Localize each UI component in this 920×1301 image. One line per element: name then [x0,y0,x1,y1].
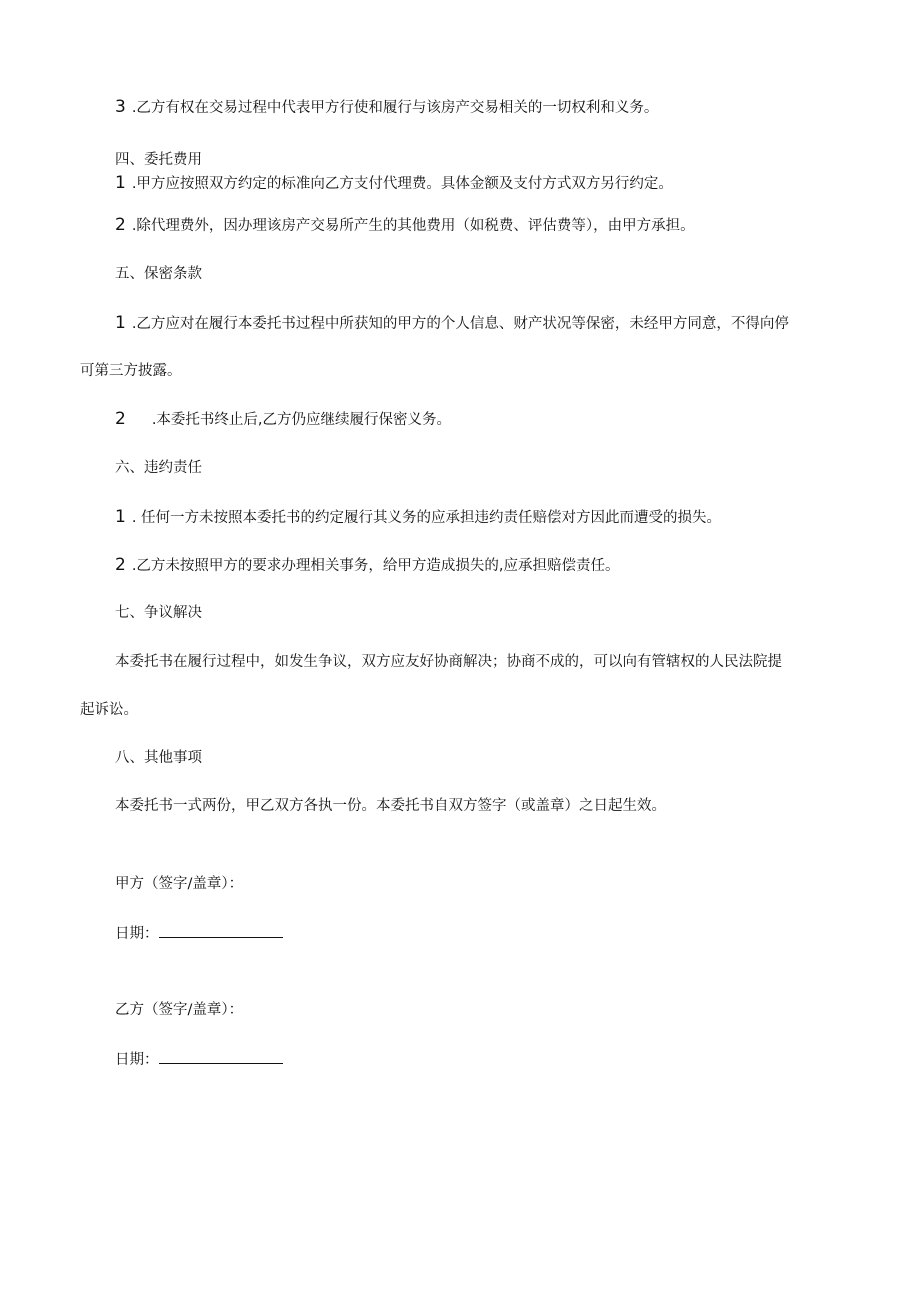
section-4-item-1 [115,173,673,194]
clause-text: .除代理费外，因办理该房产交易所产生的其他费用（如税费、评估费等），由甲方承担。 [131,218,695,234]
clause-text: .乙方有权在交易过程中代表甲方行使和履行与该房产交易相关的一切权利和义务。 [131,100,659,116]
party-b-signature-label: 乙方（签字/盖章）： [115,1002,244,1018]
clause-text: .乙方应对在履行本委托书过程中所获知的甲方的个人信息、财产状况等保密，未经甲方同意，不得向停 [131,316,789,332]
clause-number: 1 [115,173,126,193]
section-5-item-1 [115,313,789,334]
clause-number: 1 [115,313,126,333]
clause-number: 2 [115,555,126,575]
party-b-date-row [115,1049,283,1070]
section-7-heading: 七、争议解决 [115,605,202,621]
clause-number: 1 [115,507,126,527]
section-6-heading: 六、违约责任 [115,460,202,476]
clause-text: .乙方未按照甲方的要求办理相关事务，给甲方造成损失的,应承担赔偿责任。 [131,558,620,574]
section-8-heading: 八、其他事项 [115,750,202,766]
clause-text: .本委托书终止后,乙方仍应继续履行保密义务。 [151,412,452,428]
date-label: 日期： [115,926,159,942]
clause-number: 2 [115,409,126,429]
clause-text: . 任何一方未按照本委托书的约定履行其义务的应承担违约责任赔偿对方因此而遭受的损失。 [131,510,722,526]
section-4-heading: 四、委托费用 [115,152,202,168]
section-6-item-1 [115,507,721,528]
clause-3-rights [115,97,658,118]
section-4-item-2 [115,215,695,236]
party-a-date-row [115,923,283,944]
section-5-item-1-continuation: 可第三方披露。 [80,363,182,379]
party-a-date-field[interactable] [159,923,283,938]
section-7-text-continuation: 起诉讼。 [80,702,138,718]
clause-number: 2 [115,215,126,235]
date-label: 日期： [115,1052,159,1068]
section-5-heading: 五、保密条款 [115,266,202,282]
clause-number: 3 [115,97,126,117]
clause-text: .甲方应按照双方约定的标准向乙方支付代理费。具体金额及支付方式双方另行约定。 [131,176,673,192]
section-7-text: 本委托书在履行过程中，如发生争议，双方应友好协商解决；协商不成的，可以向有管辖权的人民法院提 [115,654,782,670]
party-b-date-field[interactable] [159,1049,283,1064]
section-8-text: 本委托书一式两份，甲乙双方各执一份。本委托书自双方签字（或盖章）之日起生效。 [115,798,666,814]
section-6-item-2 [115,555,620,576]
section-5-item-2 [115,409,451,430]
party-a-signature-label: 甲方（签字/盖章）： [115,876,244,892]
